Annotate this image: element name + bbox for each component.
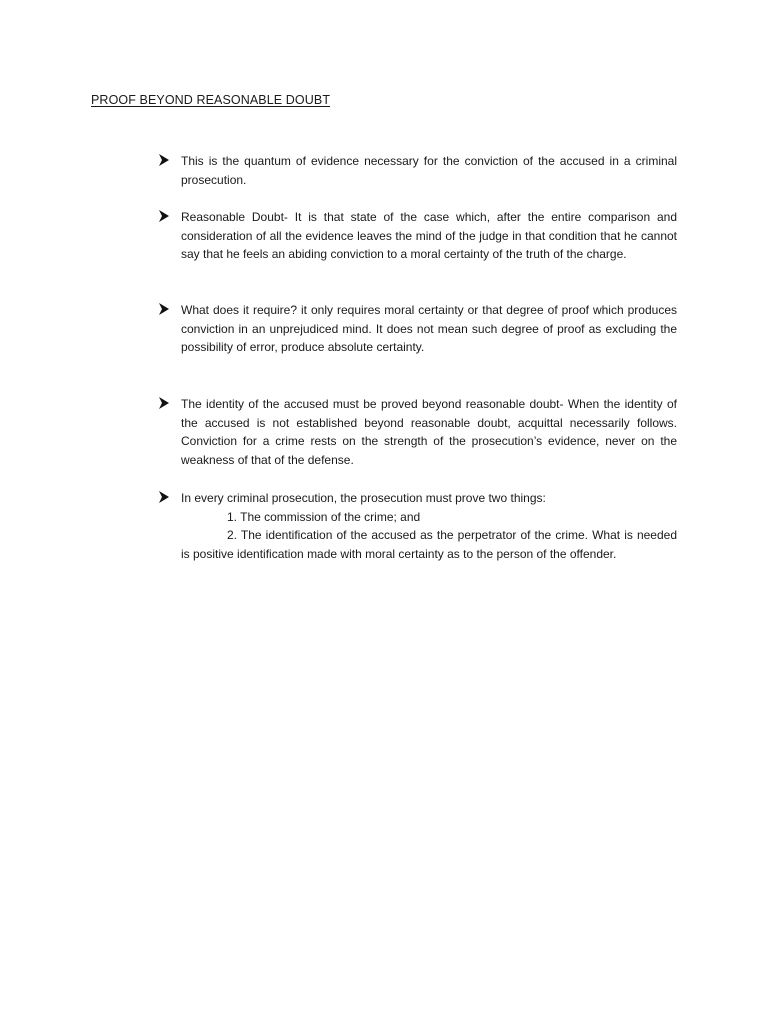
bullet-item	[158, 208, 677, 264]
bullet-text: The identity of the accused must be proved beyond reasonable doubt- When the identity of the accused is not established beyond reasonable doubt, acquittal necessarily follows. Conviction for a crime rests on the strength of the prosecution’s evidence, never on the weakness of that of the defense.	[181, 397, 677, 467]
bullet-text	[181, 489, 677, 563]
arrowhead-bullet-icon	[158, 209, 170, 223]
bullet-text: Reasonable Doubt- It is that state of the case which, after the entire comparison and consideration of all the evidence leaves the mind of the judge in that condition that he cannot say that he feels an abiding conviction to a moral certainty of the truth of the charge.	[181, 210, 677, 262]
arrowhead-bullet-icon	[158, 490, 170, 504]
bullet-text: What does it require? it only requires moral certainty or that degree of proof which produces conviction in an unprejudiced mind. It does not mean such degree of proof as excluding the possibility of error, produce absolute certainty.	[181, 303, 677, 355]
bullet-text: This is the quantum of evidence necessary for the conviction of the accused in a criminal prosecution.	[181, 154, 677, 187]
sub-item-commission: 1. The commission of the crime; and	[227, 509, 421, 524]
bullet-item	[158, 152, 677, 189]
bullet-item	[158, 489, 677, 563]
arrowhead-bullet-icon	[158, 153, 170, 167]
bullet-item	[158, 301, 677, 357]
sub-item-identification: 2. The identification of the accused as the perpetrator of the crime. What is needed is positive identification made with moral certainty as to the person of the offender.	[181, 528, 677, 561]
bullet-item	[158, 395, 677, 469]
page-title: PROOF BEYOND REASONABLE DOUBT	[91, 93, 331, 107]
arrowhead-bullet-icon	[158, 396, 170, 410]
arrowhead-bullet-icon	[158, 302, 170, 316]
bullet-lead-text: In every criminal prosecution, the prosecution must prove two things:	[181, 491, 546, 505]
